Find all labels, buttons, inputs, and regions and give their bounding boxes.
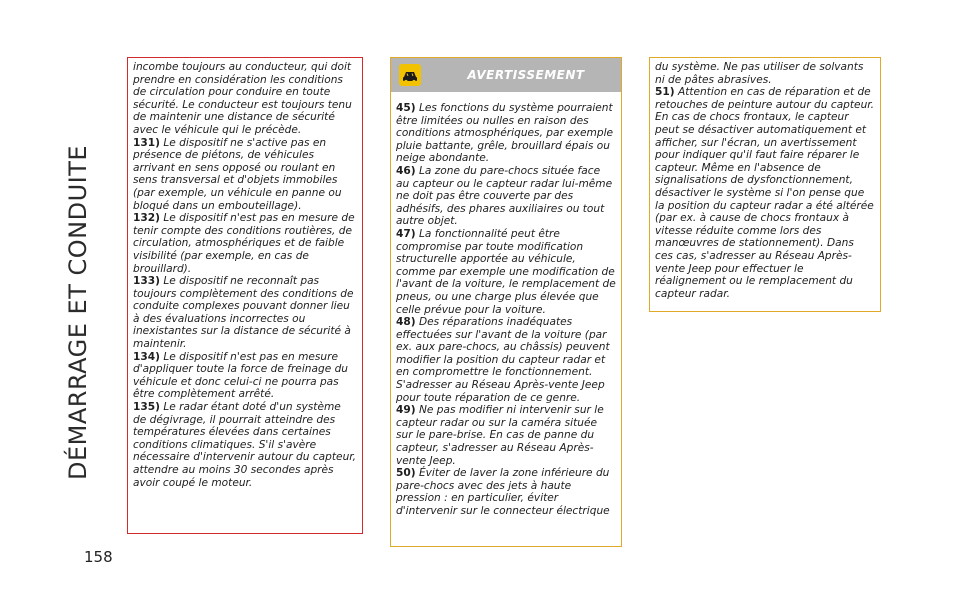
paragraph: du système. Ne pas utiliser de solvants ni de pâtes abrasives.: [655, 61, 864, 86]
notes-column: [127, 57, 363, 534]
paragraph: 49) Ne pas modifier ni intervenir sur le capteur radar ou sur la caméra située sur le pare-brise. En cas de panne du capteur, s'adresser au Réseau Après-vente Jeep.: [396, 404, 604, 467]
paragraph: 46) La zone du pare-chocs située face au capteur ou le capteur radar lui-même ne doit pas être couverte par des adhésifs, des phares auxiliaires ou tout autre objet.: [396, 164, 613, 228]
paragraph: 51) Attention en cas de réparation et de retouches de peinture autour du capteur. En cas de chocs frontaux, le capteur peut se désactiver automatiquement et afficher, sur l'écran, un avertissement pour indiquer qu'il faut faire réparer le capteur. Même en l'absence de signalisations de dysfonctionnement, désactiver le système si l'on pense que la position du capteur radar a été altérée (par ex. à cause de chocs frontaux à vitesse réduite comme lors des manœuvres de stationnement). Dans ces cas, s'adresser au Réseau Après-vente Jeep pour effectuer le réalignement ou le remplacement du capteur radar.: [655, 86, 875, 300]
warning-column: [390, 57, 622, 547]
warning-header: [391, 58, 621, 92]
paragraph: 47) La fonctionnalité peut être compromise par toute modification structurelle apportée au véhicule, comme par exemple une modification de l'avant de la voiture, le remplacement de pneus, ou une charge plus élevée que celle prévue pour la voiture.: [396, 227, 616, 316]
car-warning-icon: [399, 64, 421, 86]
paragraph: 132) Le dispositif n'est pas en mesure de tenir compte des conditions routières, de circulation, atmosphériques et de faible visibilité (par exemple, en cas de brouillard).: [133, 212, 355, 275]
paragraph: 134) Le dispositif n'est pas en mesure d'appliquer toute la force de freinage du véhicule et donc celui-ci ne pourra pas être complètement arrêté.: [133, 350, 349, 401]
section-title: DÉMARRAGE ET CONDUITE: [64, 144, 92, 480]
paragraph: 45) Les fonctions du système pourraient être limitées ou nulles en raison des conditions atmosphériques, par exemple pluie battante, grêle, brouillard épais ou neige abondante.: [396, 102, 614, 165]
paragraph: 131) Le dispositif ne s'active pas en présence de piétons, de véhicules arrivant en sens opposé ou roulant en sens transversal et d'objets immobiles (par exemple, un véhicule en panne ou bloqué dans un embouteillage).: [133, 136, 342, 212]
warning-title: AVERTISSEMENT: [467, 68, 585, 82]
paragraph: 48) Des réparations inadéquates effectuées sur l'avant de la voiture (par ex. aux pare-chocs, au châssis) peuvent modifier la position du capteur radar et en compromettre le fonctionnement. S'adresser au Réseau Après-vente Jeep pour toute réparation de ce genre.: [396, 316, 610, 404]
warning-continued-column: [649, 57, 881, 312]
paragraph: 133) Le dispositif ne reconnaît pas toujours complètement des conditions de conduite complexes pouvant donner lieu à des évaluations incorrectes ou inexistantes sur la distance de sécurité à maintenir.: [133, 275, 354, 351]
paragraph: incombe toujours au conducteur, qui doit prendre en considération les conditions de circulation pour conduire en toute sécurité. Le conducteur est toujours tenu de maintenir une distance de sécurité avec le véhicule qui le précède.: [133, 61, 352, 136]
warning-body: [391, 92, 621, 518]
paragraph: 50) Éviter de laver la zone inférieure du pare-chocs avec des jets à haute pression : en particulier, éviter d'intervenir sur le connecteur électrique: [396, 467, 610, 517]
page-number: 158: [84, 548, 113, 566]
paragraph: 135) Le radar étant doté d'un système de dégivrage, il pourrait atteindre des températures élevées dans certaines conditions climatiques. S'il s'avère nécessaire d'intervenir autour du capteur, attendre au moins 30 secondes après avoir coupé le moteur.: [133, 401, 357, 489]
